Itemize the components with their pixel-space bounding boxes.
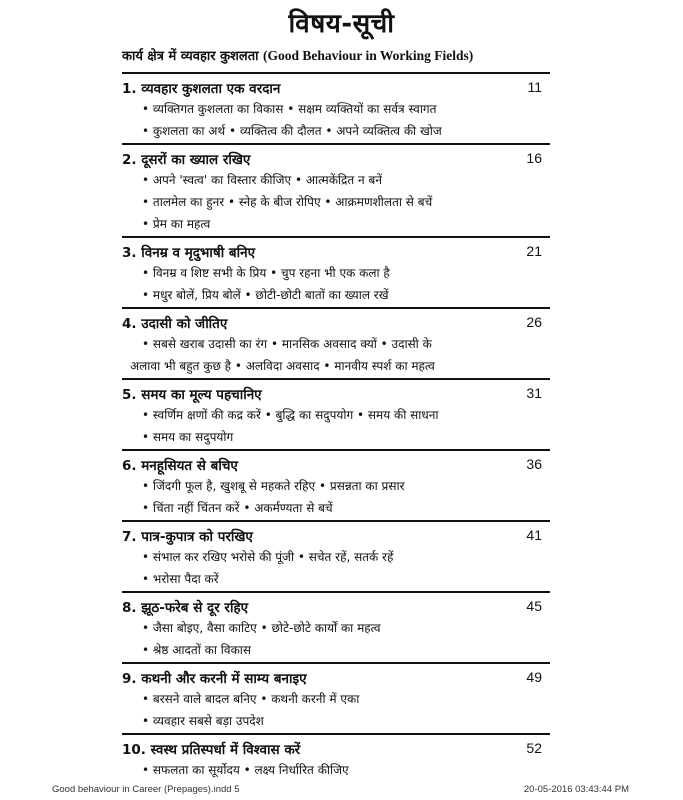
- chapter-page-number: 31: [526, 385, 542, 401]
- chapter-topics: • चिंता नहीं चिंतन करें • अकर्मण्यता से बचें: [142, 501, 333, 515]
- chapter-topics: • व्यवहार सबसे बड़ा उपदेश: [142, 714, 264, 728]
- chapter-title[interactable]: 1. व्यवहार कुशलता एक वरदान: [122, 81, 281, 97]
- chapter-topics: • भरोसा पैदा करें: [142, 572, 219, 586]
- chapter-topics: • मधुर बोलें, प्रिय बोलें • छोटी-छोटी बातों का ख्याल रखें: [142, 288, 389, 302]
- chapter-page-number: 49: [526, 669, 542, 685]
- chapter-topics: • श्रेष्ठ आदतों का विकास: [142, 643, 252, 657]
- chapter-title[interactable]: 5. समय का मूल्य पहचानिए: [122, 387, 262, 403]
- toc-chapter: [122, 733, 550, 782]
- chapter-topics: • अपने 'स्वत्व' का विस्तार कीजिए • आत्मकेंद्रित न बनें: [142, 173, 383, 187]
- footer-filename: Good behaviour in Career (Prepages).indd 5: [52, 784, 240, 795]
- toc-chapter: [122, 449, 550, 520]
- chapter-title[interactable]: 2. दूसरों का ख्याल रखिए: [122, 152, 251, 168]
- footer-timestamp: 20-05-2016 03:43:44 PM: [523, 784, 629, 795]
- chapter-page-number: 52: [526, 740, 542, 756]
- toc-chapter: [122, 307, 550, 378]
- chapter-title[interactable]: 9. कथनी और करनी में साम्य बनाइए: [122, 671, 307, 687]
- section-heading-english: (Good Behaviour in Working Fields): [263, 48, 474, 63]
- page-title: विषय-सूची: [288, 9, 395, 39]
- chapter-page-number: 21: [526, 243, 542, 259]
- toc-chapter: [122, 591, 550, 662]
- section-heading-hindi: कार्य क्षेत्र में व्यवहार कुशलता: [122, 49, 259, 64]
- chapter-title[interactable]: 3. विनम्र व मृदुभाषी बनिए: [122, 245, 256, 261]
- chapter-title[interactable]: 8. झूठ-फरेब से दूर रहिए: [122, 600, 249, 616]
- chapter-page-number: 16: [526, 150, 542, 166]
- chapter-topics: • सबसे खराब उदासी का रंग • मानसिक अवसाद क्यों • उदासी के: [142, 337, 432, 351]
- chapter-page-number: 11: [527, 79, 542, 95]
- chapter-topics: • कुशलता का अर्थ • व्यक्तित्व की दौलत • अपने व्यक्तित्व की खोज: [142, 124, 442, 138]
- chapter-topics: • व्यक्तिगत कुशलता का विकास • सक्षम व्यक्तियों का सर्वत्र स्वागत: [142, 102, 437, 116]
- chapter-topics: • तालमेल का हुनर • स्नेह के बीज रोपिए • आक्रमणशीलता से बचें: [142, 195, 433, 209]
- chapter-topics: • स्वर्णिम क्षणों की कद्र करें • बुद्धि का सदुपयोग • समय की साधना: [142, 408, 439, 422]
- chapter-topics: • जिंदगी फूल है, खुशबू से महकते रहिए • प्रसन्नता का प्रसार: [142, 479, 405, 493]
- section-heading: [122, 46, 562, 64]
- toc-chapter: [122, 520, 550, 591]
- toc-chapter: [122, 662, 550, 733]
- toc-chapter: [122, 378, 550, 449]
- chapter-topics: • बरसने वाले बादल बनिए • कथनी करनी में एका: [142, 692, 360, 706]
- chapter-title[interactable]: 6. मनहूसियत से बचिए: [122, 458, 238, 474]
- chapter-title[interactable]: 7. पात्र-कुपात्र को परखिए: [122, 529, 253, 545]
- chapter-page-number: 41: [526, 527, 542, 543]
- table-of-contents: [122, 72, 550, 782]
- chapter-topics: • प्रेम का महत्व: [142, 217, 211, 231]
- chapter-title[interactable]: 4. उदासी को जीतिए: [122, 316, 228, 332]
- chapter-topics: • जैसा बोइए, वैसा काटिए • छोटे-छोटे कार्यों का महत्व: [142, 621, 381, 635]
- chapter-topics: • विनम्र व शिष्ट सभी के प्रिय • चुप रहना भी एक कला है: [142, 266, 390, 280]
- toc-chapter: [122, 236, 550, 307]
- toc-chapter: [122, 143, 550, 236]
- chapter-page-number: 26: [526, 314, 542, 330]
- chapter-page-number: 45: [526, 598, 542, 614]
- page-footer: [0, 784, 683, 798]
- chapter-topics: • संभाल कर रखिए भरोसे की पूंजी • सचेत रहें, सतर्क रहें: [142, 550, 394, 564]
- toc-chapter: [122, 72, 550, 143]
- chapter-topics: अलावा भी बहुत कुछ है • अलविदा अवसाद • मानवीय स्पर्श का महत्व: [130, 359, 435, 373]
- chapter-topics: • समय का सदुपयोग: [142, 430, 234, 444]
- chapter-page-number: 36: [526, 456, 542, 472]
- chapter-topics: • सफलता का सूर्योदय • लक्ष्य निर्धारित कीजिए: [142, 763, 349, 777]
- chapter-title[interactable]: 10. स्वस्थ प्रतिस्पर्धा में विश्वास करें: [122, 742, 301, 758]
